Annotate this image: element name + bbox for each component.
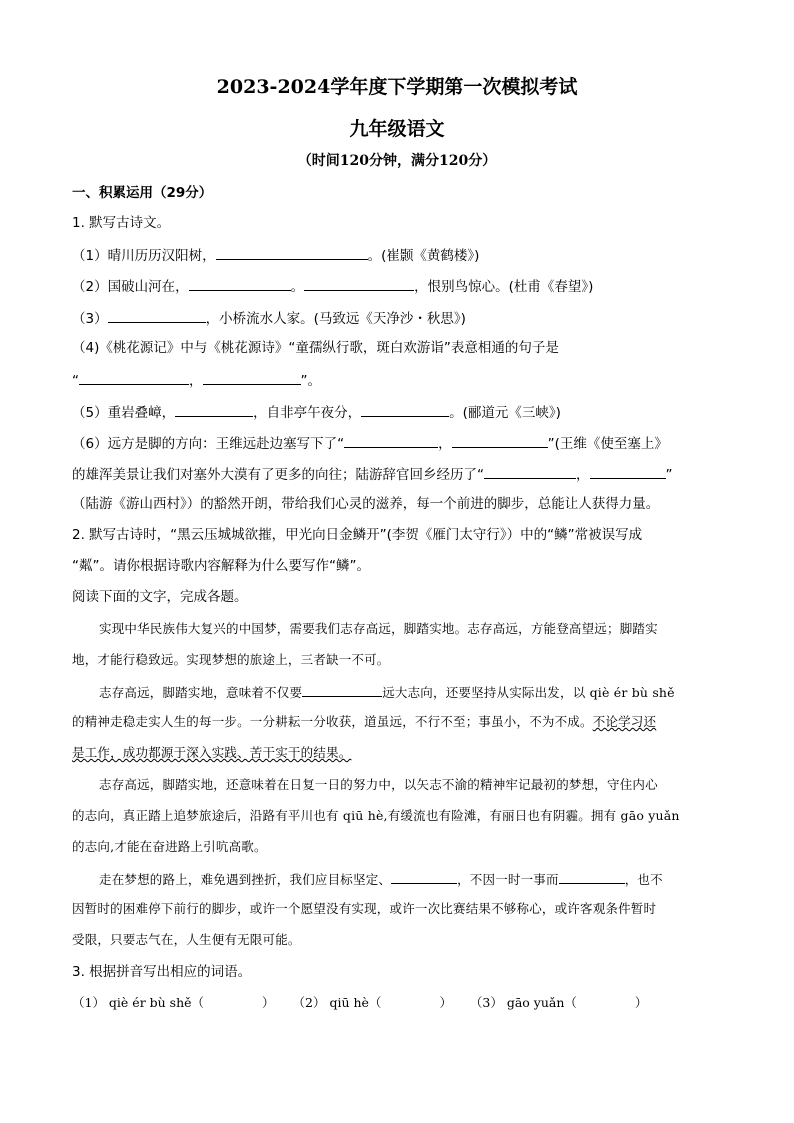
text: ，小桥流水人家。(马致远《天净沙・秋思》) xyxy=(205,311,466,327)
question-1-item-6-cont xyxy=(72,463,673,485)
passage-para-2-line-1 xyxy=(99,681,675,703)
answer-item-3-label: （3） gāo yuǎn（ xyxy=(469,995,577,1010)
passage-para-4-line-3: 受限，只要志气在，人生便有无限可能。 xyxy=(72,932,301,947)
question-1-item-3 xyxy=(72,307,466,329)
text: ”(王维《使至塞上》 xyxy=(547,436,668,452)
exam-title: 2023-2024学年度下学期第一次模拟考试 xyxy=(216,76,578,98)
question-1-item-6 xyxy=(72,432,668,454)
question-3-answers xyxy=(72,993,647,1013)
text: “ xyxy=(72,373,79,389)
text: 。 xyxy=(290,279,305,295)
question-1-item-4-cont xyxy=(72,369,321,391)
answer-blank[interactable] xyxy=(590,463,666,479)
text: （2）国破山河在， xyxy=(72,279,189,295)
answer-blank[interactable] xyxy=(203,369,301,385)
paren-close: ） xyxy=(634,995,648,1010)
answer-blank[interactable] xyxy=(302,681,382,697)
text: ，自非亭午夜分， xyxy=(253,405,362,421)
passage-para-2-line-2 xyxy=(72,712,656,732)
answer-blank[interactable] xyxy=(391,868,457,884)
text: （陆游《游山西村》）的豁然开朗，带给我们心灵的滋养，每一个前进的脚步，总能让人获得力量。 xyxy=(72,496,660,512)
text: 的雄浑美景让我们对塞外大漠有了更多的向往；陆游辞官回乡经历了“ xyxy=(72,467,484,483)
exam-info: （时间120分钟，满分120分） xyxy=(297,153,497,169)
answer-blank[interactable] xyxy=(344,432,438,448)
answer-blank[interactable] xyxy=(79,369,189,385)
text: ，恨别鸟惊心。(杜甫《春望》) xyxy=(414,279,594,295)
text: 走在梦想的路上，难免遇到挫折，我们应目标坚定、 xyxy=(99,872,392,887)
text: 志存高远，脚踏实地，意味着不仅要 xyxy=(99,685,303,700)
question-1-item-2 xyxy=(72,275,593,297)
text: （3） xyxy=(72,311,108,327)
text: ，也不 xyxy=(624,872,663,887)
answer-blank[interactable] xyxy=(304,275,414,291)
question-1-item-1 xyxy=(72,244,479,266)
question-1-item-5 xyxy=(72,401,561,423)
text: ， xyxy=(438,436,452,452)
text: （6）远方是脚的方向：王维远赴边塞写下了“ xyxy=(72,436,345,452)
answer-item-2-label: （2） qiū hè（ xyxy=(292,995,382,1010)
text: ， xyxy=(189,373,203,389)
passage-para-4-line-1 xyxy=(99,868,663,890)
question-1-label: 1. 默写古诗文。 xyxy=(72,215,171,231)
reading-intro: 阅读下面的文字，完成各题。 xyxy=(72,589,248,605)
answer-blank[interactable] xyxy=(452,432,548,448)
answer-blank[interactable] xyxy=(216,244,368,260)
text: 。(郦道元《三峡》) xyxy=(449,405,561,421)
answer-blank[interactable] xyxy=(189,275,291,291)
subject-title: 九年级语文 xyxy=(349,118,445,140)
question-1-item-4 xyxy=(72,338,559,358)
text: ，不因一时一事而 xyxy=(457,872,559,887)
question-1-item-6-cont2 xyxy=(72,494,659,514)
passage-para-1-line-1: 实现中华民族伟大复兴的中国梦，需要我们志存高远，脚踏实地。志存高远，方能登高望远；脚踏实 xyxy=(99,621,658,636)
question-3-label: 3. 根据拼音写出相应的词语。 xyxy=(72,964,252,980)
text: 的精神走稳走实人生的每一步。一分耕耘一分收获，道虽远，不行不至；事虽小，不为不成。 xyxy=(72,714,593,729)
text: ” xyxy=(665,467,673,483)
answer-blank[interactable] xyxy=(484,463,576,479)
wavy-underlined-sentence: 不论学习还 xyxy=(592,714,657,729)
passage-para-3-line-3: 的志向,才能在奋进路上引吭高歌。 xyxy=(72,839,267,854)
passage-para-2-line-3 xyxy=(72,743,351,763)
text: ， xyxy=(576,467,590,483)
text: （1）晴川历历汉阳树， xyxy=(72,248,216,264)
text: （5）重岩叠嶂， xyxy=(72,405,176,421)
question-2-line-2: “粼”。请你根据诗歌内容解释为什么要写作“鳞”。 xyxy=(72,558,370,574)
text: 远大志向，还要坚持从实际出发，以 qiè ér bù shě xyxy=(382,685,675,700)
answer-item-1-label: （1） qiè ér bù shě（ xyxy=(72,995,205,1010)
paren-close: ） xyxy=(262,995,275,1010)
text: ”。 xyxy=(300,373,321,389)
text: （4)《桃花源记》中与《桃花源诗》“童孺纵行歌，斑白欢游诣”表意相通的句子是 xyxy=(72,340,559,356)
text: 。(崔颢《黄鹤楼》) xyxy=(367,248,480,264)
passage-para-3-line-2: 的志向，真正踏上追梦旅途后，沿路有平川也有 qiū hè,有缓流也有险滩，有丽日也有阴霾。拥有 gāo yuǎn xyxy=(72,808,680,823)
answer-blank[interactable] xyxy=(559,868,625,884)
passage-para-4-line-2: 因暂时的困难停下前行的脚步，或许一个愿望没有实现，或许一次比赛结果不够称心，或许客观条件暂时 xyxy=(72,901,657,916)
paren-close: ） xyxy=(439,995,452,1010)
answer-blank[interactable] xyxy=(361,401,449,417)
answer-blank[interactable] xyxy=(108,307,206,323)
passage-para-1-line-2: 地，才能行稳致远。实现梦想的旅途上，三者缺一不可。 xyxy=(72,652,390,667)
wavy-underlined-sentence: 是工作，成功都源于深入实践、苦干实干的结果。 xyxy=(72,745,352,760)
question-2-line-1: 2. 默写古诗时，“黑云压城城欲摧，甲光向日金鳞开”(李贺《雁门太守行》）中的“鳞”常被误写成 xyxy=(72,527,643,543)
answer-blank[interactable] xyxy=(175,401,253,417)
passage-para-3-line-1: 志存高远，脚踏实地，还意味着在日复一日的努力中，以矢志不渝的精神牢记最初的梦想，守住内心 xyxy=(99,777,658,792)
section-heading: 一、积累运用（29分） xyxy=(72,185,213,201)
